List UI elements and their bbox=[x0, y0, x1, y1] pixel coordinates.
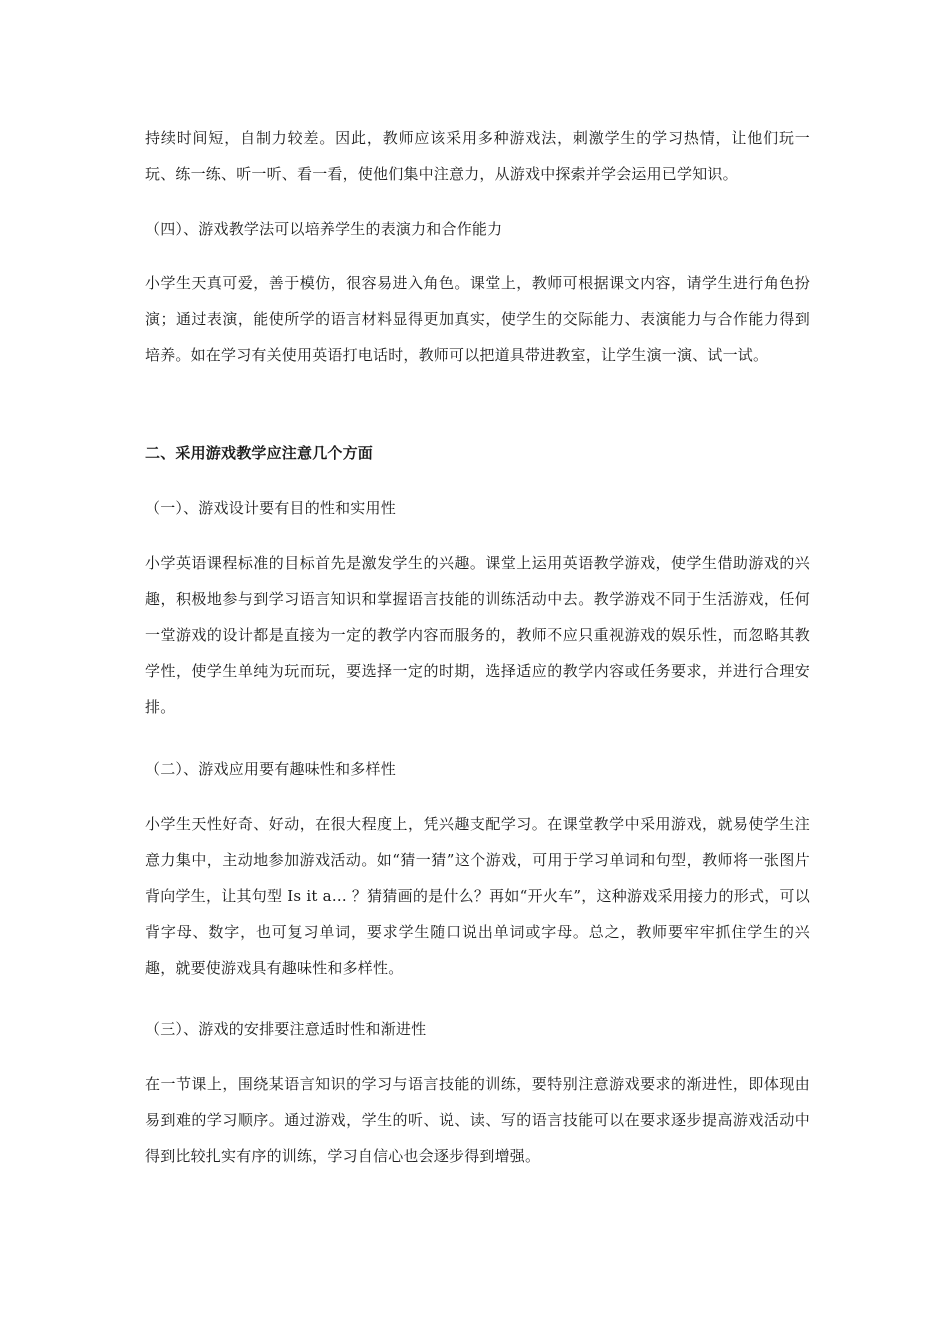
subheading-two: （二）、游戏应用要有趣味性和多样性 bbox=[145, 760, 396, 778]
subheading-three: （三）、游戏的安排要注意适时性和渐进性 bbox=[145, 1020, 427, 1038]
paragraph-continuation: 持续时间短，自制力较差。因此，教师应该采用多种游戏法，刺激学生的学习热情，让他们玩一玩、练一练、听一听、看一看，使他们集中注意力，从游戏中探索并学会运用已学知识。 bbox=[145, 129, 810, 183]
paragraph-purpose: 小学英语课程标准的目标首先是激发学生的兴趣。课堂上运用英语教学游戏，使学生借助游戏的兴趣，积极地参与到学习语言知识和掌握语言技能的训练活动中去。教学游戏不同于生活游戏，任何一堂游戏的设计都是直接为一定的教学内容而服务的，教师不应只重视游戏的娱乐性，而忽略其教学性，使学生单纯为玩而玩，要选择一定的时期，选择适应的教学内容或任务要求，并进行合理安排。 bbox=[145, 554, 810, 716]
subheading-four: （四）、游戏教学法可以培养学生的表演力和合作能力 bbox=[145, 220, 503, 238]
paragraph-progression: 在一节课上，围绕某语言知识的学习与语言技能的训练，要特别注意游戏要求的渐进性，即体现由易到难的学习顺序。通过游戏，学生的听、说、读、写的语言技能可以在要求逐步提高游戏活动中得到比较扎实有序的训练，学习自信心也会逐步得到增强。 bbox=[145, 1075, 810, 1165]
paragraph-role-play: 小学生天真可爱，善于模仿，很容易进入角色。课堂上，教师可根据课文内容，请学生进行角色扮演；通过表演，能使所学的语言材料显得更加真实，使学生的交际能力、表演能力与合作能力得到培养。如在学习有关使用英语打电话时，教师可以把道具带进教室，让学生演一演、试一试。 bbox=[145, 274, 810, 364]
section-heading-two: 二、采用游戏教学应注意几个方面 bbox=[145, 444, 374, 462]
paragraph-interest: 小学生天性好奇、好动，在很大程度上，凭兴趣支配学习。在课堂教学中采用游戏，就易使学生注意力集中，主动地参加游戏活动。如“猜一猜”这个游戏，可用于学习单词和句型，教师将一张图片背向学生，让其句型 Is it a… ？猜猜画的是什么？再如“开火车”，这种游戏采用接力的形式，可以背字母、数字，也可复习单词，要求学生随口说出单词或字母。总之，教师要牢牢抓住学生的兴趣，就要使游戏具有趣味性和多样性。 bbox=[145, 815, 810, 977]
subheading-one: （一）、游戏设计要有目的性和实用性 bbox=[145, 499, 396, 517]
